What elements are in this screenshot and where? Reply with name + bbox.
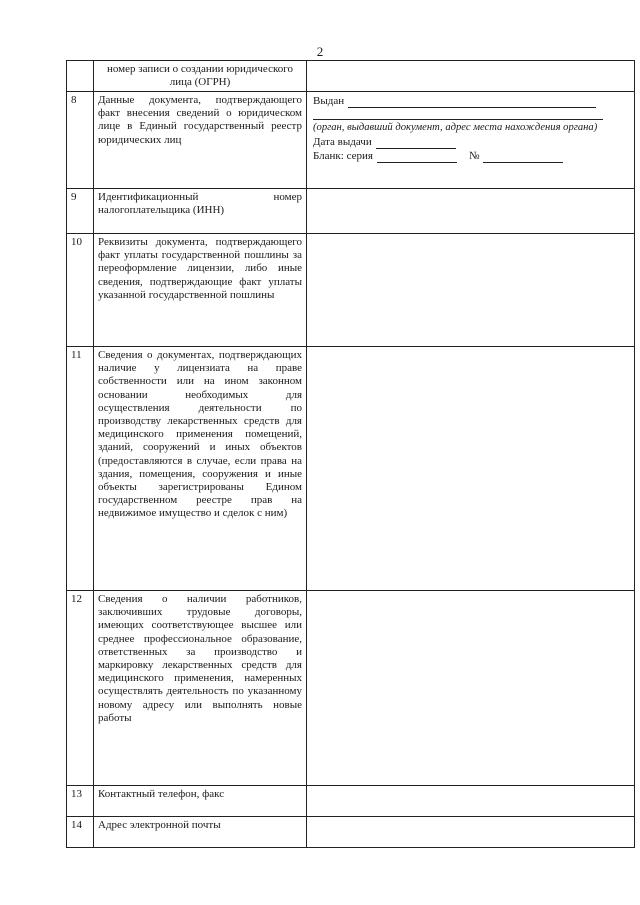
form-number-field[interactable]: [483, 152, 563, 163]
row-description: Контактный телефон, факс: [98, 788, 225, 800]
issue-date-line: [313, 135, 628, 149]
row-number: 12: [67, 591, 94, 786]
issued-field-continuation[interactable]: [313, 108, 603, 120]
row-description: Идентификационный номер налогоплательщика (ИНН): [98, 191, 302, 217]
row-description: Данные документа, подтверждающего факт внесения сведений о юридическом лице в Единый государственный реестр юридических лиц: [98, 94, 302, 146]
table-row-13: [67, 786, 635, 817]
issued-label: Выдан: [313, 95, 345, 107]
table-row-continuation: [67, 61, 635, 92]
row-number: 10: [67, 234, 94, 347]
value-cell[interactable]: [307, 61, 635, 92]
row-number: 8: [67, 92, 94, 189]
value-cell[interactable]: [307, 347, 635, 591]
value-cell[interactable]: [307, 189, 635, 234]
value-cell[interactable]: [307, 817, 635, 848]
form-series-label: Бланк: серия: [313, 149, 373, 162]
issue-date-label: Дата выдачи: [313, 135, 372, 148]
row-number: 13: [67, 786, 94, 817]
table-row-10: [67, 234, 635, 347]
row-number: 11: [67, 347, 94, 591]
issue-date-field[interactable]: [376, 138, 456, 149]
table-row-8: [67, 92, 635, 189]
issued-note: (орган, выдавший документ, адрес места нахождения органа): [313, 122, 598, 133]
row-number: 9: [67, 189, 94, 234]
table-row-12: [67, 591, 635, 786]
value-cell[interactable]: [307, 786, 635, 817]
row-number: [67, 61, 94, 92]
page-number: 2: [316, 44, 324, 59]
row-description: Адрес электронной почты: [98, 819, 221, 831]
row-description: Сведения о наличии работников, заключивших трудовые договоры, имеющих соответствующее высшее или среднее профессиональное образование, ответственных за производство и маркировку лекарственных средств для медицинского применения, намеренных осуществлять деятельность по указанному новому адресу или выполнять новые работы: [98, 593, 302, 724]
form-number-label: №: [468, 149, 480, 162]
table-row-9: [67, 189, 635, 234]
value-cell[interactable]: [307, 92, 635, 189]
row-description: Реквизиты документа, подтверждающего факт уплаты государственной пошлины за переоформление лицензии, либо иные сведения, подтверждающие факт уплаты указанной государственной пошлины: [98, 236, 302, 301]
row-description: Сведения о документах, подтверждающих наличие у лицензиата на праве собственности или на ином законном основании необходимых для осуществления деятельности по производству лекарственных средств для медицинского применения помещений, зданий, сооружений и иных объектов (предоставляются в случае, если права на здания, помещения, сооружения и иные объекты зарегистрированы Едином государственном реестре прав на недвижимое имущество и сделок с ним): [98, 349, 302, 520]
table-row-14: [67, 817, 635, 848]
issued-line: [313, 94, 628, 108]
value-cell[interactable]: [307, 591, 635, 786]
application-table: [66, 60, 635, 848]
value-cell[interactable]: [307, 234, 635, 347]
row-description: номер записи о создании юридического лица (ОГРН): [107, 63, 293, 89]
table-row-11: [67, 347, 635, 591]
form-series-line: [313, 149, 628, 163]
row-number: 14: [67, 817, 94, 848]
form-series-field[interactable]: [377, 152, 457, 163]
issued-field[interactable]: [348, 97, 596, 108]
